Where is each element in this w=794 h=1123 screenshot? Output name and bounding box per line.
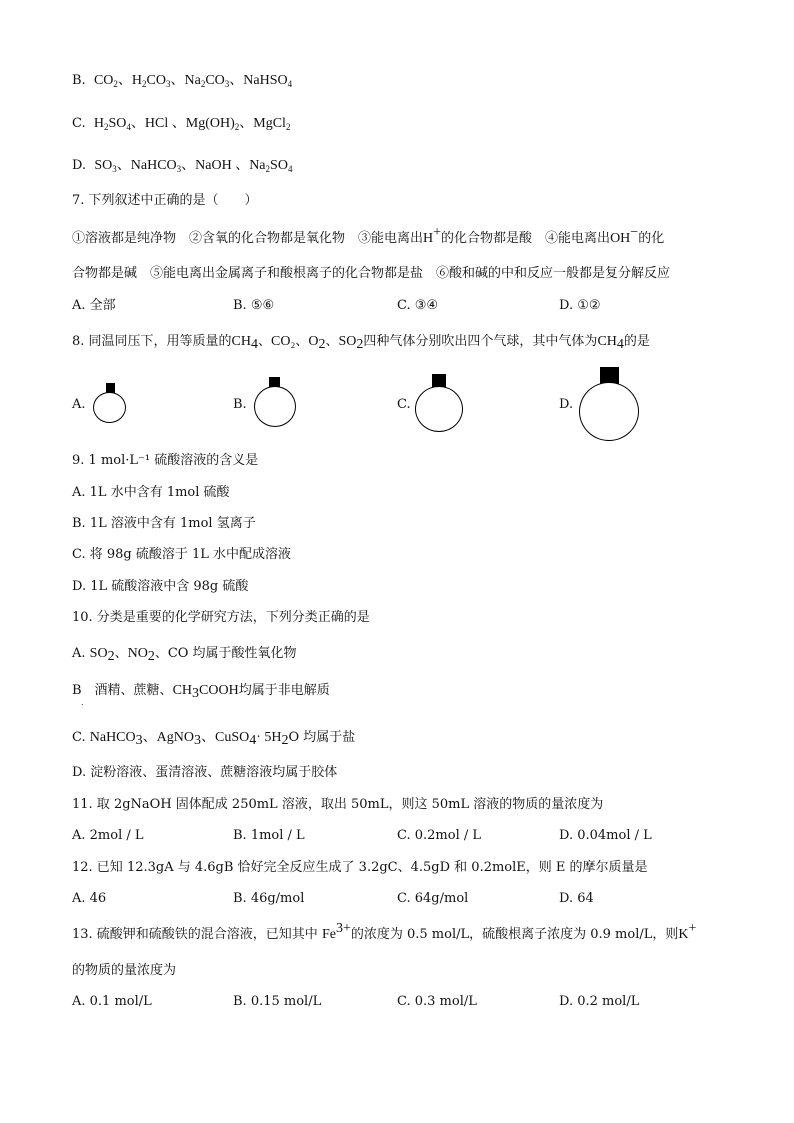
balloon-d-icon (579, 367, 641, 443)
q10-option-b[interactable]: B 酒精、蔗糖、$CH_3COOH$均属于非电解质 (72, 683, 330, 701)
q13-option-b[interactable]: B. 0.15 mol/L (233, 994, 322, 1009)
q6-option-b: B. $CO_2$、$H_2CO_3$、$Na_2CO_3$、NaHSO$_4$ (72, 73, 293, 89)
q8-option-d-label[interactable]: D. (559, 397, 574, 412)
q9-option-a[interactable]: A. 1L 水中含有 1mol 硫酸 (72, 485, 230, 500)
q10-stem: 10. 分类是重要的化学研究方法，下列分类正确的是 (72, 610, 370, 625)
q8-option-c-label[interactable]: C. (397, 397, 411, 412)
q9-option-c[interactable]: C. 将 98g 硫酸溶于 1L 水中配成溶液 (72, 547, 292, 562)
q7-option-a[interactable]: A. 全部 (72, 298, 116, 313)
q7-option-c[interactable]: C. ③④ (397, 298, 439, 313)
q8-stem: 8. 同温同压下，用等质量的$CH_4$、CO₂、$O_2$、$SO_2$四种气体分别吹出四个气球，其中气体为$CH_4$的是 (72, 334, 650, 352)
q13-option-a[interactable]: A. 0.1 mol/L (72, 994, 152, 1009)
q12-stem: 12. 已知 12.3gA 与 4.6gB 恰好完全反应生成了 3.2gC、4.5gD 和 0.2molE，则 E 的摩尔质量是 (72, 860, 648, 875)
q11-option-a[interactable]: A. 2mol / L (72, 828, 144, 843)
q11-option-b[interactable]: B. 1mol / L (233, 828, 305, 843)
q13-option-d[interactable]: D. 0.2 mol/L (559, 994, 640, 1009)
q11-stem: 11. 取 2gNaOH 固体配成 250mL 溶液，取出 50mL，则这 50mL 溶液的物质的量浓度为 (72, 797, 604, 812)
q10-option-c[interactable]: C. NaHCO$_3$、AgNO$_3$、CuSO$_4$· $5H_2O$ 均属于盐 (72, 730, 356, 748)
q9-option-d[interactable]: D. 1L 硫酸溶液中含 98g 硫酸 (72, 579, 249, 594)
q8-option-b-label[interactable]: B. (233, 397, 247, 412)
q7-option-b[interactable]: B. ⑤⑥ (233, 298, 275, 313)
balloon-a-icon (91, 383, 129, 425)
q9-stem: 9. 1 mol·L⁻¹ 硫酸溶液的含义是 (72, 453, 259, 468)
balloon-b-icon (253, 377, 299, 429)
q12-option-d[interactable]: D. 64 (559, 891, 594, 906)
q12-option-c[interactable]: C. 64g/mol (397, 891, 469, 906)
q8-option-a-label[interactable]: A. (72, 397, 86, 412)
q11-option-d[interactable]: D. 0.04mol / L (559, 828, 652, 843)
q7-statement-line2: 合物都是碱 ⑤能电离出金属离子和酸根离子的化合物都是盐 ⑥酸和碱的中和反应一般都是复分解反应 (72, 266, 671, 281)
q12-option-b[interactable]: B. 46g/mol (233, 891, 305, 906)
q10-option-a[interactable]: A. $SO_2$、$NO_2$、CO 均属于酸性氧化物 (72, 646, 297, 664)
q6-option-c: C. $H_2SO_4$、HCl 、$Mg(OH)_2$、MgCl$_2$ (72, 116, 291, 132)
q10-option-b-dot: . (81, 698, 84, 707)
q11-option-c[interactable]: C. 0.2mol / L (397, 828, 482, 843)
q6-option-d: D. $SO_3$、NaHCO$_3$、NaOH 、$Na_2SO_4$ (72, 158, 293, 174)
q13-stem-line2: 的物质的量浓度为 (72, 963, 177, 978)
q12-option-a[interactable]: A. 46 (72, 891, 107, 906)
q7-option-d[interactable]: D. ①② (559, 298, 601, 313)
q10-option-d[interactable]: D. 淀粉溶液、蛋清溶液、蔗糖溶液均属于胶体 (72, 765, 338, 780)
q7-statement-line1: ①溶液都是纯净物 ②含氧的化合物都是氧化物 ③能电离出H+的化合物都是酸 ④能电离出OH−的化 (72, 225, 665, 246)
q13-stem: 13. 硫酸钾和硫酸铁的混合溶液，已知其中 $Fe^{3+}$的浓度为 0.5 mol/L，硫酸根离子浓度为 0.9 mol/L，则K+ (72, 921, 697, 942)
q13-option-c[interactable]: C. 0.3 mol/L (397, 994, 477, 1009)
balloon-c-icon (415, 374, 465, 434)
q9-option-b[interactable]: B. 1L 溶液中含有 1mol 氢离子 (72, 516, 256, 531)
q7-stem: 7. 下列叙述中正确的是（ ） (72, 193, 258, 208)
